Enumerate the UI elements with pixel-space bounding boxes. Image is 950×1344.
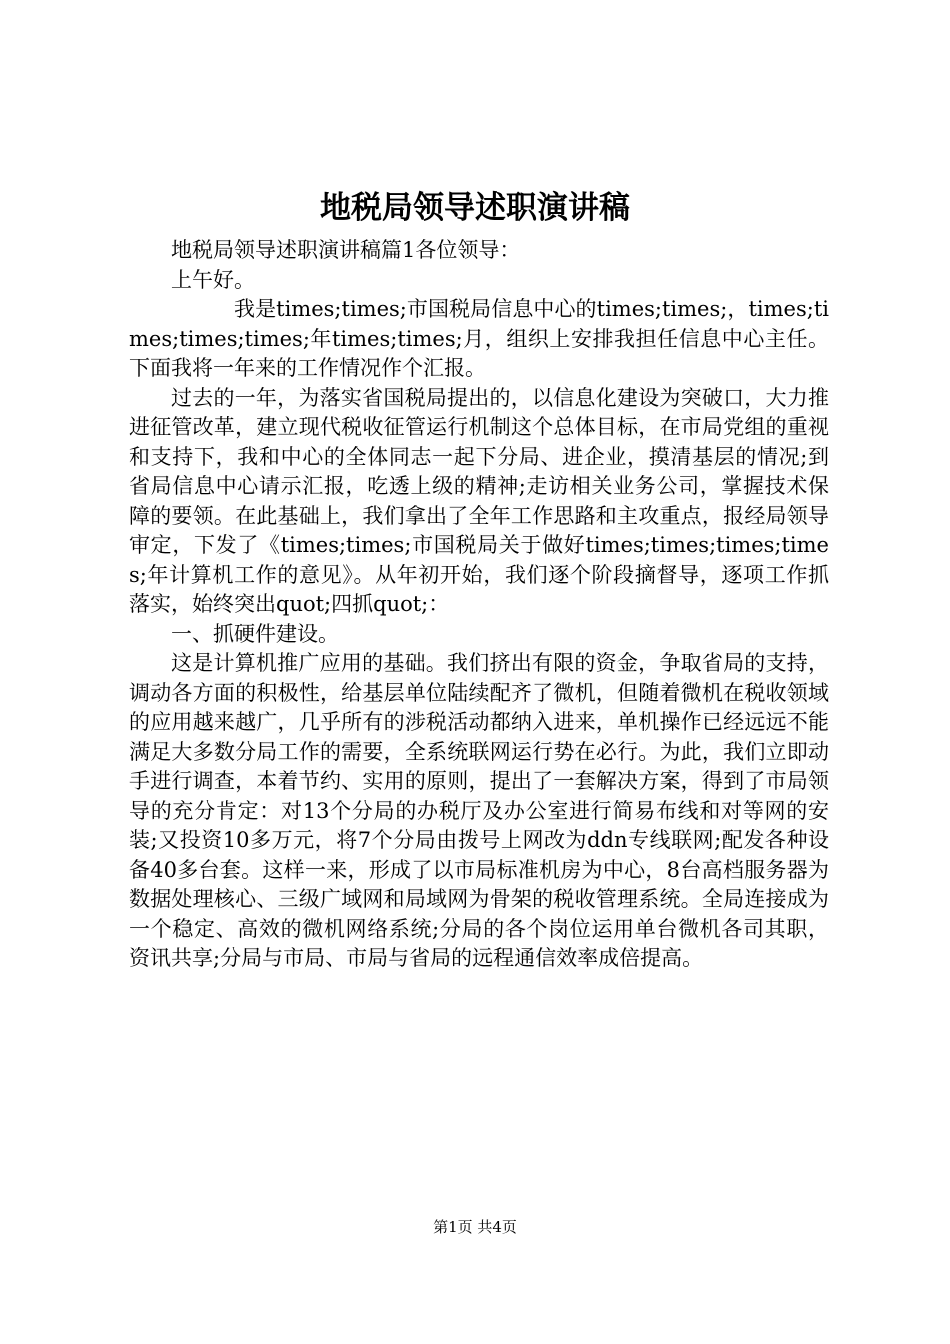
paragraph: 上午好。 — [171, 267, 255, 292]
page-footer: 第1页 共4页 — [433, 1218, 517, 1236]
paragraph: 这是计算机推广应用的基础。我们挤出有限的资金，争取省局的支持，调动各方面的积极性，给基层单位陆续配齐了微机，但随着微机在税收领域的应用越来越广，几乎所有的涉税活动都纳入进来，单机操作已经远远不能满足大多数分局工作的需要，全系统联网运行势在必行。为此，我们立即动手进行调查，本着节约、实用的原则，提出了一套解决方案，得到了市局领导的充分肯定：对13个分局的办税厅及办公室进行简易布线和对等网的安装;又投资10多万元，将7个分局由拨号上网改为ddn专线联网;配发各种设备40多台套。这样一来，形成了以市局标准机房为中心，8台高档服务器为数据处理核心、三级广域网和局域网为骨架的税收管理系统。全局连接成为一个稳定、高效的微机网络系统;分局的各个岗位运用单台微机各司其职，资讯共享;分局与市局、市局与省局的远程通信效率成倍提高。 — [129, 651, 829, 970]
paragraph: 我是times;times;市国税局信息中心的times;times;，times;times;times;times;年times;times;月，组织上安排我担任信息中心主任。下面我将一年来的工作情况作个汇报。 — [129, 297, 829, 380]
paragraph: 地税局领导述职演讲稿篇1各位领导： — [171, 238, 521, 262]
paragraph: 一、抓硬件建设。 — [171, 621, 339, 646]
document-title: 地税局领导述职演讲稿 — [320, 190, 630, 226]
document-body — [129, 236, 829, 974]
paragraph: 过去的一年，为落实省国税局提出的，以信息化建设为突破口，大力推进征管改革，建立现代税收征管运行机制这个总体目标，在市局党组的重视和支持下，我和中心的全体同志一起下分局、进企业，摸清基层的情况;到省局信息中心请示汇报，吃透上级的精神;走访相关业务公司，掌握技术保障的要领。在此基础上，我们拿出了全年工作思路和主攻重点，报经局领导审定，下发了《times;times;市国税局关于做好times;times;times;times;年计算机工作的意见》。从年初开始，我们逐个阶段摘督导，逐项工作抓落实，始终突出quot;四抓quot;： — [129, 385, 829, 616]
